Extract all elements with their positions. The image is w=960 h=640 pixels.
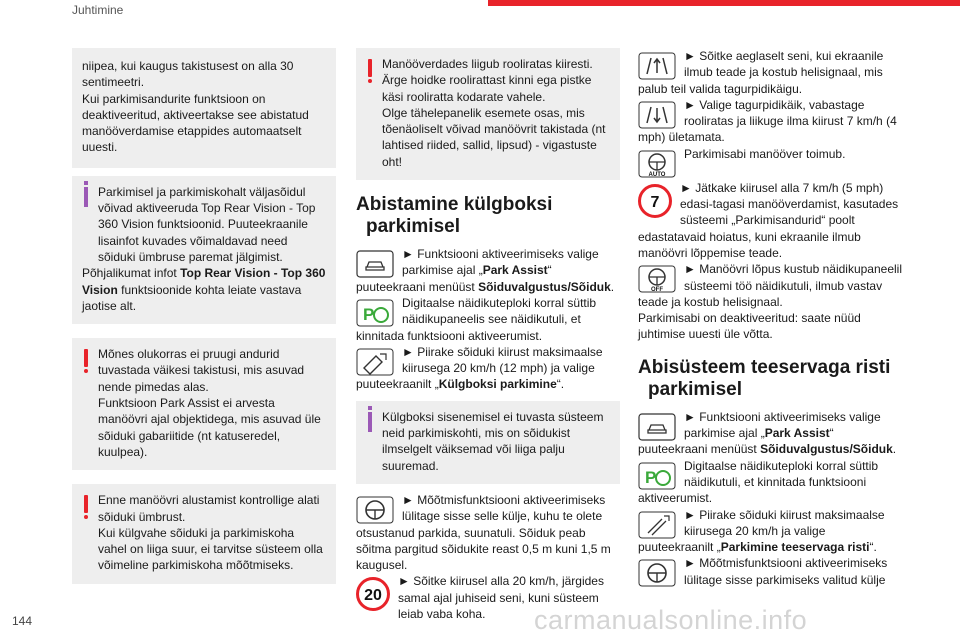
car-menu-icon [356,250,394,278]
box-text: Külgboksi sisenemisel ei tuvasta süsteem neid parkimiskohti, mis on sõidukist ilmselgelt väiksemad või liiga palju suuremad. [382,409,604,473]
section-heading [356,194,620,238]
car-menu-icon [638,413,676,441]
parking-reverse-icon [638,101,676,129]
svg-text:P: P [645,467,657,487]
info-box-side-parking [356,401,620,484]
heading-line: parkimisel [366,216,460,238]
section-header: Juhtimine [72,3,124,17]
svg-text:AUTO: AUTO [648,171,666,178]
info-box-sensors [72,48,336,168]
step [638,555,902,588]
parking-assist-indicator-icon [356,299,394,327]
box-text: Mõnes olukorras ei pruugi andurid tuvastada väikesi takistusi, mis asuvad nende pimedas alas. Funktsioon Park Assist ei arvesta manöövri ajal objektidega, mis asuvad üle sõiduki gabariitide (nt katuseredel, kuulpea). [98,347,321,459]
warning-icon [368,59,372,77]
step-text: ► Sõitke kiirusel alla 20 km/h, järgides samal ajal juhiseid seni, kuni süsteem leiab vaba koha. [398,574,604,622]
step-text: Digitaalse näidikuteploki korral süttib näidikupaneelis see näidikutuli, et kinnitada funktsiooni aktiveerumist. [356,295,597,343]
heading-line: Abistamine külgboksi [356,194,553,216]
step [638,97,902,146]
step-text: Digitaalse näidikuteploki korral süttib näidikutuli, et kinnitada funktsiooni aktiveerumist. [638,458,879,506]
warning-icon [84,349,88,367]
step-text: Parkimisabi manööver toimub. [684,146,846,161]
step-text: ► Manöövri lõpus kustub näidikupaneelil süsteemi töö näidikutuli, ilmub vastav teade ja kostub helisignaal. Parkimisabi on deaktiveeritud: saate nüüd juhtimise uuesti üle võtta. [638,262,903,342]
box-text: funktsioonide kohta leiate vastava jaotise alt. [82,282,302,313]
parking-reverse-prompt-icon [638,52,676,80]
turn-signal-steering-icon [356,496,394,524]
step-text: ► Mõõtmisfunktsiooni aktiveerimiseks lülitage sisse selle külje, kuhu te olete otsustanud parkida, suunatuli. Sõiduk peab sõitma pargitud sõidukite reast 0,5 m kuni 1,5 m kaugusel. [356,492,611,573]
turn-signal-steering-icon [638,559,676,587]
column-2 [356,48,620,622]
svg-text:P: P [363,304,375,324]
svg-text:7: 7 [650,193,660,211]
warning-box-steering [356,48,620,180]
warning-box-check [72,484,336,583]
section-heading [638,357,902,401]
step [356,492,620,573]
sign-text: 20 [364,587,382,605]
box-text: Manööverdades liigub rooliratas kiiresti. Ärge hoidke roolirattast kinni ega pistke käsi rooliratta kodarate vahele. Olge tähelepanelik esemete osas, mis tõenäoliselt võivad manöövrit takistada (nt lahtised riided, sallid, lipsud) - vigastuste oht! [382,57,606,169]
step [638,180,902,261]
step-text: ► Mõõtmisfunktsiooni aktiveerimiseks lülitage sisse parkimiseks valitud külje [684,556,888,587]
heading-line: parkimisel [648,378,742,400]
info-icon [84,187,88,207]
svg-text:OFF: OFF [651,287,663,294]
perpendicular-parking-icon [638,511,676,539]
page-number: 144 [12,614,33,628]
warning-box-obstacles [72,338,336,470]
info-icon [368,412,372,432]
box-text: Parkimisel ja parkimiskohalt väljasõidul võivad aktiveeruda Top Rear Vision - Top 360 Vision funktsioonid. Puuteekraanile lisainfot kuvades võimaldavad need sõiduki ümbruse paremat jälgimist. [98,184,316,264]
bold-text: Top Rear Vision - Top 360 Vision [82,266,326,297]
heading-line: Abisüsteem teeservaga risti [638,356,891,378]
step [638,458,902,507]
step [356,295,620,344]
parking-assist-indicator-icon [638,462,676,490]
step-text: ► Jätkake kiirusel alla 7 km/h (5 mph) edasi-tagasi manööverdamist, kasutades süsteemi „Parkimisandurid“ poolt edastatavaid hoiatus, kuni ekraanile ilmub manöövri lõppemise teade. [638,180,899,260]
step: ► Funktsiooni aktiveerimiseks valige parkimise ajal „Park Assist“ puuteekraani menüüst Sõiduvalgustus/Sõiduk. [638,409,897,457]
step: ► Piirake sõiduki kiirust maksimaalse kiirusega 20 km/h (12 mph) ja valige puuteekraanilt „Külgboksi parkimine“. [356,344,603,392]
column-1 [72,48,336,584]
step: ► Funktsiooni aktiveerimiseks valige parkimise ajal „Park Assist“ puuteekraani menüüst Sõiduvalgustus/Sõiduk. [356,247,615,294]
step [638,261,902,342]
info-box-vision [72,176,336,324]
step-text: ► Sõitke aeglaselt seni, kui ekraanile ilmub teade ja kostub helisignaal, mis palub teil valida tagurpidikäigu. [638,49,884,96]
step: ► Piirake sõiduki kiirust maksimaalse kiirusega 20 km/h ja valige puuteekraanilt „Parkimine teeservaga risti“. [638,507,885,555]
box-text: Põhjalikumat infot [82,266,181,281]
step [638,48,902,97]
watermark: carmanualsonline.info [534,605,808,635]
steering-auto-icon [638,150,676,178]
step-text: ► Valige tagurpidikäik, vabastage rooliratas ja liikuge ilma kiirust 7 km/h (4 mph) ületamata. [638,97,897,145]
speed-limit-7-sign-icon [638,184,672,218]
speed-limit-20-sign-icon [356,577,390,611]
box-text: Enne manöövri alustamist kontrollige alati sõiduki ümbrust. Kui külgvahe sõiduki ja parkimiskoha vahel on liiga suur, ei tarvitse süsteem olla võimeline parkimiskoha mõõtmiseks. [98,493,323,573]
column-3 [638,48,902,588]
box-text: niipea, kui kaugus takistusest on alla 30 sentimeetri. Kui parkimisandurite funktsioon on deaktiveeritud, aktiveertakse see abistatud manööverdamise etappides automaatselt uuesti. [82,59,309,155]
steering-off-icon [638,265,676,293]
side-parking-icon [356,348,394,376]
warning-icon [84,495,88,513]
step [638,146,902,176]
header-accent-bar [488,0,960,6]
